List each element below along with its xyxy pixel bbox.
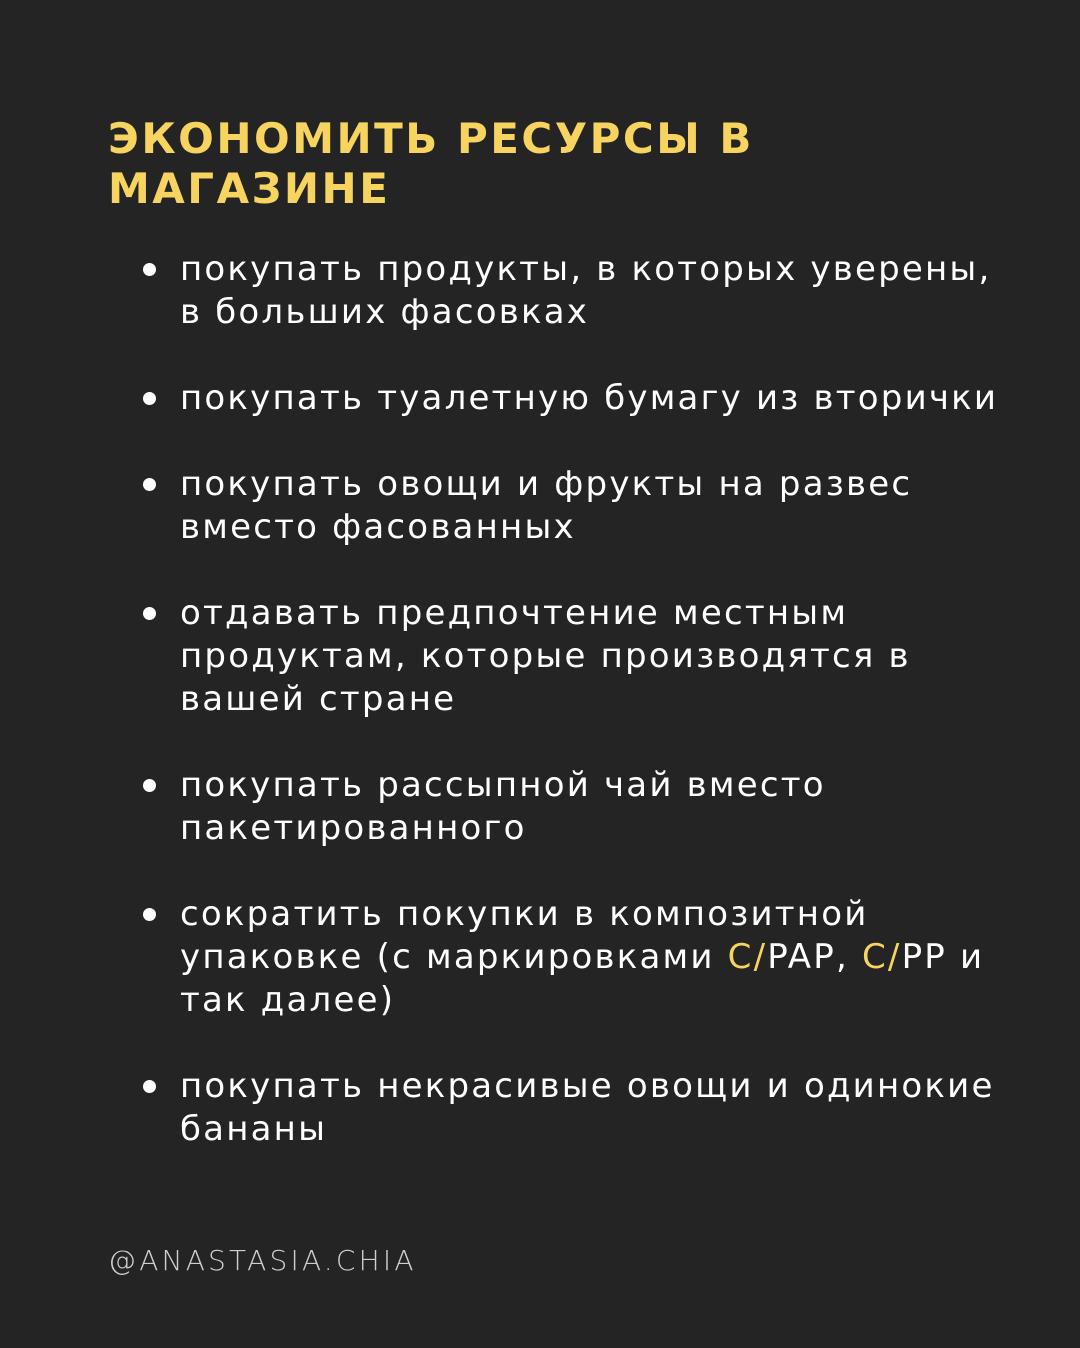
list-item-text: покупать рассыпной чай вместо пакетированного: [180, 765, 826, 848]
highlight-marking: C/: [727, 937, 768, 977]
list-item: [140, 893, 1000, 1022]
highlight-marking: C/: [861, 937, 902, 977]
page-title: ЭКОНОМИТЬ РЕСУРСЫ В МАГАЗИНЕ: [108, 114, 754, 213]
bullet-icon: [143, 392, 156, 405]
list-item-text: отдавать предпочтение местным продуктам, которые производятся в вашей стране: [180, 593, 911, 719]
list-item: [140, 377, 1000, 420]
list-item: [140, 764, 1000, 850]
list-item: [140, 248, 1000, 334]
list-item-text-part: сократить покупки в композитной упаковке (с маркировками: [180, 894, 869, 977]
bullet-icon: [143, 1080, 156, 1093]
list-item-text: [180, 894, 984, 1020]
list-item-text-part: PAP,: [767, 937, 862, 977]
bullet-icon: [143, 607, 156, 620]
list-item: [140, 592, 1000, 721]
bullet-icon: [143, 908, 156, 921]
list-item-text: покупать продукты, в которых уверены, в больших фасовках: [180, 249, 992, 332]
bullet-icon: [143, 478, 156, 491]
author-handle: @ANASTASIA.CHIA: [108, 1244, 417, 1277]
bullet-icon: [143, 263, 156, 276]
list-item: [140, 1065, 1000, 1151]
list-item: [140, 463, 1000, 549]
tips-list: [140, 248, 1000, 1194]
list-item-text-part: PP и так далее): [180, 937, 985, 1020]
list-item-text: покупать некрасивые овощи и одинокие бананы: [180, 1066, 995, 1149]
list-item-text: покупать овощи и фрукты на развес вместо фасованных: [180, 464, 913, 547]
list-item-text: покупать туалетную бумагу из вторички: [180, 378, 999, 418]
bullet-icon: [143, 779, 156, 792]
